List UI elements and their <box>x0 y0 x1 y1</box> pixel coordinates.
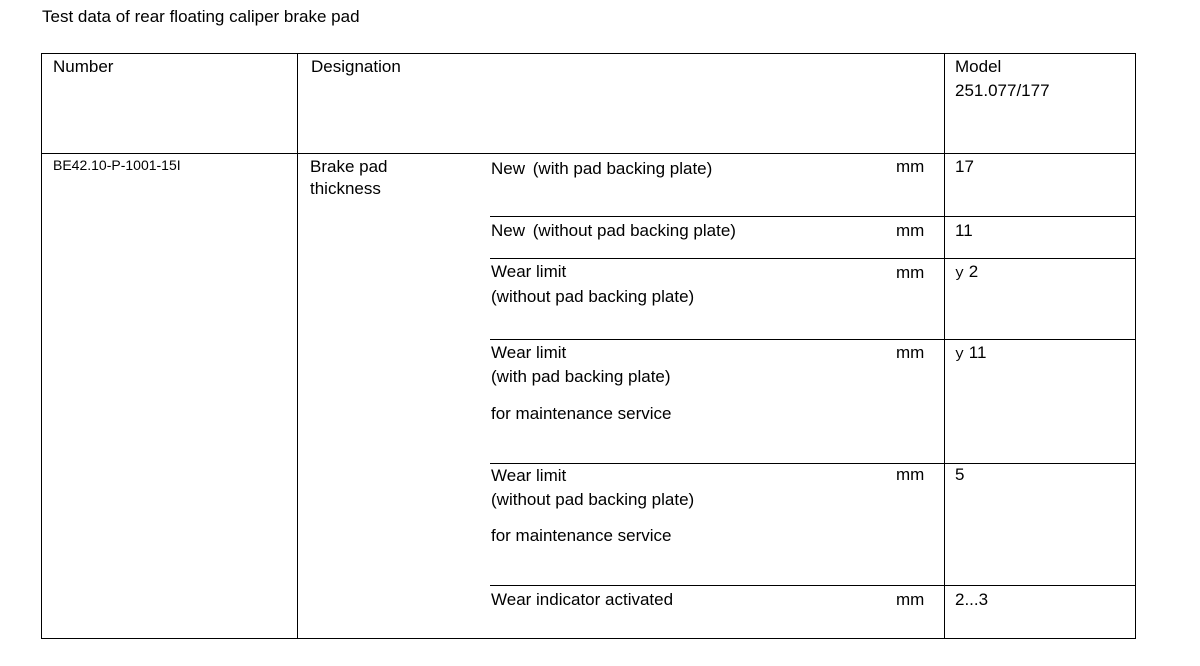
row-separator-5 <box>490 585 1136 586</box>
header-designation: Designation <box>311 57 401 76</box>
row-4-symbol: y <box>955 346 965 363</box>
row-3-desc-line-2: (without pad backing plate) <box>491 287 695 306</box>
header-model-label: Model <box>955 57 1002 76</box>
row-5-desc-line-1: Wear limit <box>491 466 567 485</box>
row-1-description <box>491 158 712 181</box>
row-1-unit: mm <box>896 157 925 176</box>
row-4-desc-line-3: for maintenance service <box>491 404 672 423</box>
row-2-value: 11 <box>955 221 973 240</box>
designation-line-2: thickness <box>310 179 381 198</box>
row-6-value: 2...3 <box>955 590 989 609</box>
row-1-value: 17 <box>955 157 974 176</box>
row-4-value: 11 <box>968 343 987 362</box>
designation-line-1: Brake pad <box>310 157 388 176</box>
table-bottom-border <box>41 638 1136 639</box>
row-4-unit: mm <box>896 343 925 362</box>
document-title: Test data of rear floating caliper brake pad <box>42 7 360 26</box>
row-2-desc-note: (without pad backing plate) <box>532 221 736 240</box>
row-3-symbol: y <box>955 265 965 282</box>
row-3-unit: mm <box>896 263 925 282</box>
row-5-desc-line-3: for maintenance service <box>491 526 672 545</box>
row-6-desc-line-1: Wear indicator activated <box>491 590 674 609</box>
header-model-value: 251.077/177 <box>955 81 1050 100</box>
row-separator-3 <box>490 339 1136 340</box>
row-2-desc-line-1: New <box>491 221 526 240</box>
row-1-desc-line-1: New <box>491 159 526 178</box>
row-4-desc-line-2: (with pad backing plate) <box>491 367 671 386</box>
row-5-unit: mm <box>896 465 925 484</box>
row-3-value: 2 <box>968 262 979 281</box>
row-separator-4 <box>490 463 1136 464</box>
table-right-border <box>1135 53 1136 639</box>
column-divider-designation <box>297 53 298 639</box>
row-4-value-cell <box>955 342 986 365</box>
row-1-desc-note: (with pad backing plate) <box>532 159 713 178</box>
row-5-value: 5 <box>955 465 965 484</box>
row-6-unit: mm <box>896 590 925 609</box>
document-number: BE42.10-P-1001-15I <box>53 157 181 173</box>
row-2-description <box>491 220 736 243</box>
row-3-value-cell <box>955 261 978 284</box>
row-5-desc-line-2: (without pad backing plate) <box>491 490 695 509</box>
column-divider-model <box>944 53 945 639</box>
table-left-border <box>41 53 42 639</box>
row-separator-2 <box>490 258 1136 259</box>
table-top-border <box>41 53 1136 54</box>
row-4-desc-line-1: Wear limit <box>491 343 567 362</box>
row-separator-1 <box>490 216 1136 217</box>
row-2-unit: mm <box>896 221 925 240</box>
row-3-desc-line-1: Wear limit <box>491 262 567 281</box>
header-number: Number <box>53 57 114 76</box>
header-bottom-border <box>41 153 1136 154</box>
